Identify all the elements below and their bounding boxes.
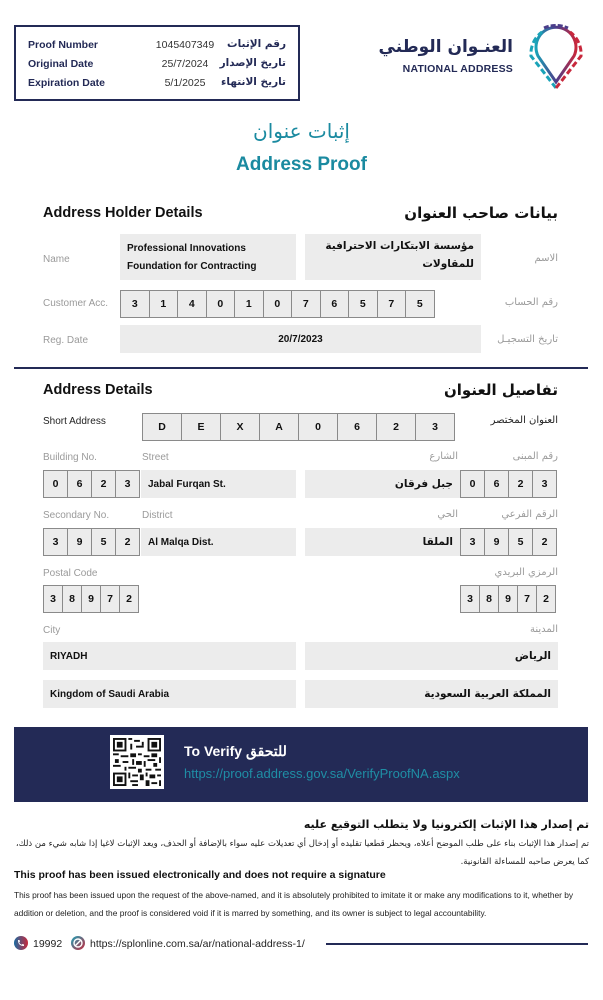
original-date-row (28, 58, 286, 76)
country-ar-field (305, 680, 558, 708)
name-en-field (120, 234, 296, 280)
proof-info-box (14, 25, 300, 101)
secondary-cells (43, 528, 140, 556)
city-ar-field (305, 642, 558, 670)
postal-digit: 9 (81, 585, 101, 613)
secondary-digit: 2 (115, 528, 140, 556)
secondary-digit-ar: 9 (484, 528, 509, 556)
secondary-label: Secondary No. (43, 510, 110, 521)
web-icon (71, 936, 85, 950)
building-digit: 6 (67, 470, 92, 498)
street-ar-value: جبل فرقان (394, 478, 453, 490)
reg-date-value: 20/7/2023 (278, 333, 323, 345)
proof-number-row (28, 39, 286, 57)
verify-title: To Verify للتحقق (184, 743, 287, 759)
secondary-digit: 5 (91, 528, 116, 556)
country-ar-value: المملكة العربية السعودية (424, 688, 551, 700)
disclaimer-body-ar: تم إصدار هذا الإثبات بناء على طلب الموضح أعلاه، ويحظر قطعيا تقليده أو إدخال أي تعديلات عليه سواء بالإضافة أو الحذف، ويعد الإثبات لاغيا إذا شابه شيء من ذلك، كما يعرض صاحبه للمساءلة القانونية. (15, 839, 589, 867)
street-en-field (141, 470, 296, 498)
acc-digit: 7 (291, 290, 321, 318)
short-address-char: 2 (376, 413, 416, 441)
secondary-digit-ar: 2 (532, 528, 557, 556)
name-en-line1: Professional Innovations (127, 243, 246, 254)
short-address-label-ar: العنوان المختصر (490, 415, 558, 426)
building-label-ar: رقم المبنى (512, 451, 558, 462)
name-ar-field (305, 234, 481, 280)
acc-digit: 1 (149, 290, 179, 318)
short-address-char: E (181, 413, 221, 441)
country-en-field (43, 680, 296, 708)
page-title-ar: إثبات عنوان (253, 119, 350, 143)
short-address-label: Short Address (43, 416, 106, 427)
national-address-logo-icon (522, 24, 590, 90)
proof-number-value: 1045407349 (155, 39, 215, 51)
city-en-value: RIYADH (50, 650, 88, 662)
building-digit-ar: 6 (484, 470, 509, 498)
reg-date-label: Reg. Date (43, 335, 89, 346)
district-en-value: Al Malqa Dist. (148, 536, 214, 548)
acc-digit: 7 (377, 290, 407, 318)
secondary-label-ar: الرقم الفرعي (501, 509, 558, 520)
short-address-cells (142, 413, 455, 441)
building-cells (43, 470, 140, 498)
footer-phone[interactable]: 19992 (33, 938, 63, 950)
postal-digit-ar: 9 (498, 585, 518, 613)
building-digit: 0 (43, 470, 68, 498)
building-digit-ar: 0 (460, 470, 485, 498)
acc-digit: 5 (348, 290, 378, 318)
reg-date-field (120, 325, 481, 353)
name-en-line2: Foundation for Contracting (127, 261, 257, 272)
holder-section-title: Address Holder Details (43, 205, 203, 221)
phone-icon (14, 936, 28, 950)
city-en-field (43, 642, 296, 670)
postal-label: Postal Code (43, 568, 98, 579)
short-address-char: 6 (337, 413, 377, 441)
disclaimer-body-en: This proof has been issued upon the request of the above-named, and it is absolutely prohibited to imitate it or make any modifications to it, whether by addition or deletion, and the proof is considered void if it is marred by something, and its owner is subject to legal accountability. (14, 890, 574, 918)
name-ar-line2: للمقاولات (422, 258, 474, 270)
postal-digit: 7 (100, 585, 120, 613)
city-label-ar: المدينة (529, 624, 558, 635)
verify-banner (14, 727, 588, 802)
proof-number-label: Proof Number (28, 39, 99, 51)
street-ar-field (305, 470, 460, 498)
acc-digit: 4 (177, 290, 207, 318)
short-address-char: 3 (415, 413, 455, 441)
disclaimer-title-ar: تم إصدار هذا الإثبات إلكترونيا ولا يتطلب التوقيع عليه (303, 818, 589, 831)
holder-section-title-ar: بيانات صاحب العنوان (404, 204, 558, 222)
building-digit: 2 (91, 470, 116, 498)
district-label: District (142, 510, 173, 521)
building-digit-ar: 2 (508, 470, 533, 498)
expiration-date-value: 5/1/2025 (164, 77, 206, 89)
street-label-ar: الشارع (429, 451, 458, 462)
country-en-value: Kingdom of Saudi Arabia (50, 688, 170, 700)
postal-label-ar: الرمزي البريدي (494, 567, 558, 578)
district-ar-value: الملقا (422, 536, 453, 548)
district-ar-field (305, 528, 460, 556)
section-divider (14, 367, 588, 369)
district-en-field (141, 528, 296, 556)
street-en-value: Jabal Furqan St. (148, 478, 226, 490)
postal-digit-ar: 7 (517, 585, 537, 613)
postal-cells-ar (460, 585, 556, 613)
short-address-char: A (259, 413, 299, 441)
short-address-char: X (220, 413, 260, 441)
postal-digit: 8 (62, 585, 82, 613)
postal-cells (43, 585, 139, 613)
address-section-title-ar: تفاصيل العنوان (443, 381, 558, 399)
acc-digit: 1 (234, 290, 264, 318)
acc-digit: 0 (206, 290, 236, 318)
secondary-digit: 3 (43, 528, 68, 556)
acc-digit: 5 (405, 290, 435, 318)
postal-digit-ar: 3 (460, 585, 480, 613)
acc-digit: 6 (320, 290, 350, 318)
name-label: Name (43, 254, 70, 265)
reg-date-label-ar: تاريخ التسجيـل (497, 334, 558, 345)
customer-acc-label-ar: رقم الحساب (504, 297, 558, 308)
postal-digit-ar: 2 (536, 585, 556, 613)
footer-divider (326, 943, 588, 945)
logo-text-ar: العنـوان الوطني (378, 37, 513, 57)
footer-link[interactable]: https://splonline.com.sa/ar/national-address-1/ (90, 938, 305, 950)
secondary-digit-ar: 5 (508, 528, 533, 556)
address-section-title: Address Details (43, 382, 153, 398)
secondary-digit-ar: 3 (460, 528, 485, 556)
original-date-label: Original Date (28, 58, 94, 70)
postal-digit: 3 (43, 585, 63, 613)
street-label: Street (142, 452, 169, 463)
expiration-date-row (28, 77, 286, 95)
building-cells-ar (460, 470, 557, 498)
logo-text-en: NATIONAL ADDRESS (402, 63, 513, 75)
original-date-value: 25/7/2024 (161, 58, 209, 70)
secondary-digit: 9 (67, 528, 92, 556)
qr-code-icon[interactable] (110, 735, 164, 789)
original-date-label-ar: تاريخ الإصدار (219, 57, 286, 69)
page-title-en: Address Proof (236, 154, 367, 175)
proof-number-label-ar: رقم الإثبات (227, 38, 286, 50)
customer-acc-cells (120, 290, 435, 318)
disclaimer-title-en: This proof has been issued electronically and does not require a signature (14, 869, 386, 881)
name-label-ar: الاسم (534, 253, 558, 264)
postal-digit: 2 (119, 585, 139, 613)
expiration-date-label-ar: تاريخ الانتهاء (221, 76, 286, 88)
verify-link[interactable]: https://proof.address.gov.sa/VerifyProofNA.aspx (184, 766, 460, 781)
building-label: Building No. (43, 452, 97, 463)
short-address-char: D (142, 413, 182, 441)
short-address-char: 0 (298, 413, 338, 441)
district-label-ar: الحي (437, 509, 458, 520)
city-ar-value: الرياض (514, 650, 551, 662)
customer-acc-label: Customer Acc. (43, 298, 109, 309)
name-ar-line1: مؤسسة الابتكارات الاحترافية (325, 240, 474, 252)
expiration-date-label: Expiration Date (28, 77, 106, 89)
building-digit: 3 (115, 470, 140, 498)
acc-digit: 3 (120, 290, 150, 318)
postal-digit-ar: 8 (479, 585, 499, 613)
acc-digit: 0 (263, 290, 293, 318)
building-digit-ar: 3 (532, 470, 557, 498)
secondary-cells-ar (460, 528, 557, 556)
city-label: City (43, 625, 61, 636)
